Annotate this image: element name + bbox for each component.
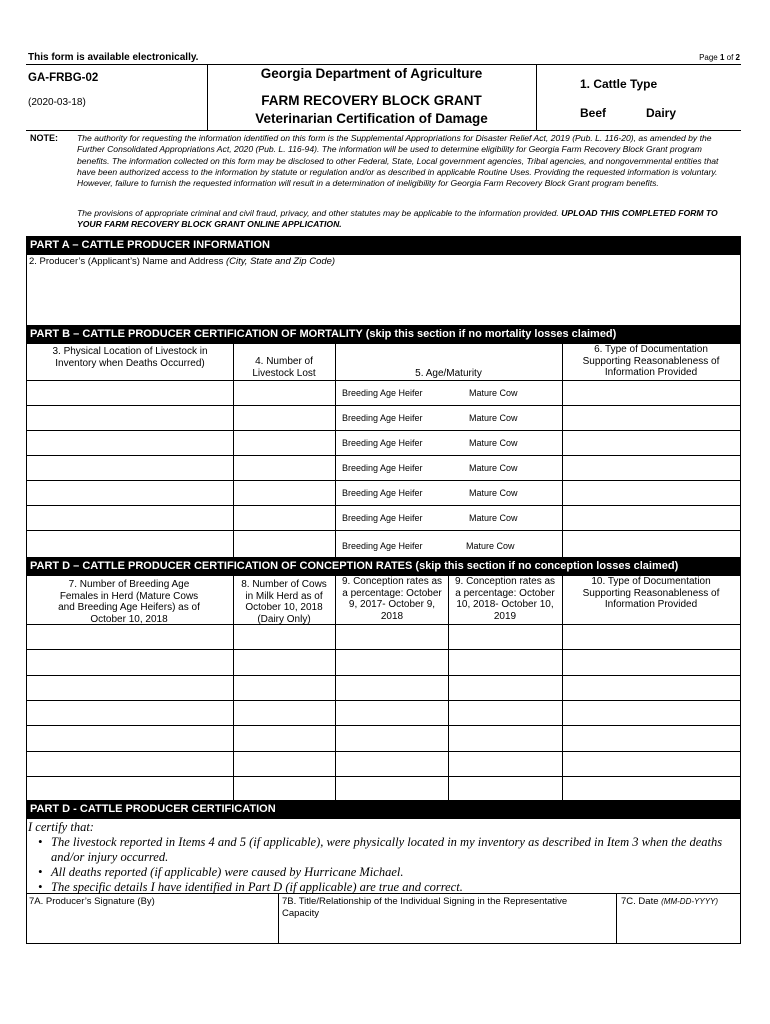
option-mature-cow[interactable]: Mature Cow bbox=[469, 438, 518, 448]
milk-herd-cell[interactable] bbox=[235, 777, 333, 800]
producer-name-label bbox=[29, 256, 335, 267]
form-date: (2020-03-18) bbox=[28, 97, 86, 108]
producer-name-label-text: 2. Producer’s (Applicant’s) Name and Address bbox=[29, 256, 226, 267]
program-name: FARM RECOVERY BLOCK GRANT bbox=[261, 93, 482, 108]
col-header-age-maturity: 5. Age/Maturity bbox=[415, 368, 482, 379]
option-breeding-age-heifer[interactable]: Breeding Age Heifer bbox=[342, 488, 423, 498]
producer-name-address-field[interactable] bbox=[28, 268, 739, 324]
documentation-cell[interactable] bbox=[564, 777, 738, 800]
number-lost-cell[interactable] bbox=[235, 406, 333, 429]
page-indicator bbox=[699, 53, 740, 62]
number-lost-cell[interactable] bbox=[235, 481, 333, 504]
number-lost-cell[interactable] bbox=[235, 456, 333, 479]
header-bottom-rule bbox=[26, 130, 741, 131]
table-row bbox=[26, 455, 741, 480]
table-row bbox=[26, 776, 741, 801]
note-upload-instruction: UPLOAD THIS COMPLETED FORM TO YOUR FARM RECOVERY BLOCK GRANT ONLINE APPLICATION. bbox=[77, 208, 718, 230]
option-breeding-age-heifer[interactable]: Breeding Age Heifer bbox=[342, 463, 423, 473]
form-subtitle: Veterinarian Certification of Damage bbox=[255, 111, 488, 126]
bullet-glyph: • bbox=[38, 865, 43, 879]
documentation-cell[interactable] bbox=[564, 726, 738, 749]
date-field[interactable] bbox=[618, 908, 738, 941]
conception-2017-cell[interactable] bbox=[337, 650, 446, 673]
physical-location-cell[interactable] bbox=[28, 406, 231, 429]
bullet-glyph: • bbox=[38, 835, 43, 849]
documentation-cell[interactable] bbox=[564, 381, 738, 404]
milk-herd-cell[interactable] bbox=[235, 752, 333, 775]
signature-top-rule bbox=[26, 893, 741, 894]
option-mature-cow[interactable]: Mature Cow bbox=[469, 513, 518, 523]
signature-divider bbox=[616, 893, 617, 943]
cert-bullet-2-text: All deaths reported (if applicable) were caused by Hurricane Michael. bbox=[51, 865, 404, 879]
option-mature-cow[interactable]: Mature Cow bbox=[466, 541, 515, 551]
mortality-table bbox=[26, 344, 741, 557]
breeding-females-cell[interactable] bbox=[28, 676, 231, 699]
table-row bbox=[26, 649, 741, 674]
part-b-header: PART B – CATTLE PRODUCER CERTIFICATION OF MORTALITY (skip this section if no mortality losses claimed) bbox=[26, 325, 741, 344]
conception-2017-cell[interactable] bbox=[337, 752, 446, 775]
cattle-type-beef[interactable]: Beef bbox=[580, 106, 607, 120]
bullet-glyph: • bbox=[38, 880, 43, 894]
cert-left-border bbox=[26, 800, 27, 943]
table-row bbox=[26, 505, 741, 530]
note-label: NOTE: bbox=[30, 133, 58, 143]
milk-herd-cell[interactable] bbox=[235, 625, 333, 648]
documentation-cell[interactable] bbox=[564, 701, 738, 724]
table-row bbox=[26, 530, 741, 555]
table-row bbox=[26, 675, 741, 700]
number-lost-cell[interactable] bbox=[235, 506, 333, 529]
signature-bottom-rule bbox=[26, 943, 741, 944]
signature-divider bbox=[278, 893, 279, 943]
col-header-breeding-females: 7. Number of Breeding Age Females in Herd (Mature Cows and Breeding Age Heifers) as of October 10, 2018 bbox=[58, 579, 200, 625]
cert-bullet-3-text: The specific details I have identified in Part D (if applicable) are true and correct. bbox=[51, 880, 463, 894]
conception-2018-cell[interactable] bbox=[450, 676, 560, 699]
table-row bbox=[26, 624, 741, 649]
part-d-conception-header: PART D – CATTLE PRODUCER CERTIFICATION OF CONCEPTION RATES (skip this section if no conception losses claimed) bbox=[26, 557, 741, 576]
certify-intro: I certify that: bbox=[28, 820, 94, 834]
conception-2018-cell[interactable] bbox=[450, 701, 560, 724]
conception-2017-cell[interactable] bbox=[337, 777, 446, 800]
col-header-physical-location: 3. Physical Location of Livestock in Inventory when Deaths Occurred) bbox=[52, 346, 208, 369]
conception-2017-cell[interactable] bbox=[337, 701, 446, 724]
option-mature-cow[interactable]: Mature Cow bbox=[469, 463, 518, 473]
table-row bbox=[26, 380, 741, 405]
breeding-females-cell[interactable] bbox=[28, 752, 231, 775]
page-label: Page bbox=[699, 53, 720, 62]
agency-name: Georgia Department of Agriculture bbox=[260, 66, 483, 81]
date-format-hint: (MM-DD-YYYY) bbox=[661, 897, 719, 906]
page-number: 1 bbox=[719, 53, 725, 62]
breeding-females-cell[interactable] bbox=[28, 701, 231, 724]
col-header-number-lost: 4. Number of Livestock Lost bbox=[252, 356, 316, 379]
form-id: GA-FRBG-02 bbox=[28, 72, 99, 84]
breeding-females-cell[interactable] bbox=[28, 726, 231, 749]
milk-herd-cell[interactable] bbox=[235, 676, 333, 699]
table-row bbox=[26, 751, 741, 776]
conception-2018-cell[interactable] bbox=[450, 777, 560, 800]
table-row bbox=[26, 480, 741, 505]
documentation-cell[interactable] bbox=[564, 625, 738, 648]
conception-2017-cell[interactable] bbox=[337, 625, 446, 648]
representative-title-label: 7B. Title/Relationship of the Individual Signing in the Representative Capacity bbox=[282, 896, 568, 919]
part-a-header: PART A – CATTLE PRODUCER INFORMATION bbox=[26, 236, 741, 255]
col-header-conception-2017: 9. Conception rates as a percentage: October 9, 2017- October 9, 2018 bbox=[341, 576, 443, 622]
documentation-cell[interactable] bbox=[564, 431, 738, 454]
part-a-left-border bbox=[26, 236, 27, 326]
conception-2018-cell[interactable] bbox=[450, 726, 560, 749]
date-label bbox=[621, 896, 718, 907]
documentation-cell[interactable] bbox=[564, 456, 738, 479]
cattle-type-label: 1. Cattle Type bbox=[580, 77, 658, 91]
header-divider-right bbox=[536, 64, 537, 130]
option-breeding-age-heifer[interactable]: Breeding Age Heifer bbox=[342, 513, 423, 523]
col-header-documentation: 6. Type of Documentation Supporting Reasonableness of Information Provided bbox=[582, 344, 720, 378]
note-text: The authority for requesting the information identified on this form is the Supplemental Appropriations for Disaster Relief Act, 2019 (Pub. L. 116-20), as amended by the Further Consolidated Appropriations Act, 2020 (Pub. L. 116-94). The information will be used to determine eligibility for Georgia Farm Recovery Block Grant program benefits. The information collected on this form may be disclosed to other Federal, State, Local government agencies, Tribal agencies, and nongovernmental entities that have been authorized access to the information by statute or regulation and/or as described in applicable Routine Uses. Providing the requested information is voluntary. However, failure to furnish the requested information will result in a determination of ineligibility for Georgia Farm Recovery Block Grant program benefits. bbox=[77, 133, 719, 189]
documentation-cell[interactable] bbox=[564, 676, 738, 699]
option-breeding-age-heifer[interactable]: Breeding Age Heifer bbox=[342, 541, 423, 551]
cattle-type-dairy[interactable]: Dairy bbox=[646, 106, 677, 120]
page-total: 2 bbox=[735, 53, 740, 62]
col-header-milk-herd: 8. Number of Cows in Milk Herd as of October 10, 2018 (Dairy Only) bbox=[241, 579, 327, 625]
physical-location-cell[interactable] bbox=[28, 506, 231, 529]
part-d-certification-header: PART D - CATTLE PRODUCER CERTIFICATION bbox=[26, 800, 741, 819]
conception-2018-cell[interactable] bbox=[450, 752, 560, 775]
number-lost-cell[interactable] bbox=[235, 381, 333, 404]
availability-note: This form is available electronically. bbox=[28, 52, 199, 63]
table-row bbox=[26, 700, 741, 725]
col-header-conception-2018: 9. Conception rates as a percentage: October 10, 2018- October 10, 2019 bbox=[454, 576, 556, 622]
option-mature-cow[interactable]: Mature Cow bbox=[469, 488, 518, 498]
breeding-females-cell[interactable] bbox=[28, 650, 231, 673]
physical-location-cell[interactable] bbox=[28, 531, 231, 554]
cert-bullet-2 bbox=[38, 865, 738, 880]
breeding-females-cell[interactable] bbox=[28, 777, 231, 800]
conception-2018-cell[interactable] bbox=[450, 650, 560, 673]
documentation-cell[interactable] bbox=[564, 506, 738, 529]
documentation-cell[interactable] bbox=[564, 406, 738, 429]
table-row bbox=[26, 725, 741, 750]
option-breeding-age-heifer[interactable]: Breeding Age Heifer bbox=[342, 438, 423, 448]
date-label-text: 7C. Date bbox=[621, 896, 662, 907]
milk-herd-cell[interactable] bbox=[235, 726, 333, 749]
col-header-documentation: 10. Type of Documentation Supporting Reasonableness of Information Provided bbox=[582, 576, 720, 610]
cert-bullet-1-text: The livestock reported in Items 4 and 5 (if applicable), were physically located in my inventory as described in Item 3 when the deaths and/or injury occurred. bbox=[51, 835, 723, 864]
documentation-cell[interactable] bbox=[564, 650, 738, 673]
table-row bbox=[26, 430, 741, 455]
physical-location-cell[interactable] bbox=[28, 481, 231, 504]
option-mature-cow[interactable]: Mature Cow bbox=[469, 413, 518, 423]
header-top-rule bbox=[26, 64, 741, 65]
producer-name-hint: (City, State and Zip Code) bbox=[225, 256, 336, 267]
conception-2017-cell[interactable] bbox=[337, 726, 446, 749]
documentation-cell[interactable] bbox=[564, 481, 738, 504]
number-lost-cell[interactable] bbox=[235, 431, 333, 454]
conception-table bbox=[26, 576, 741, 801]
note-provisions bbox=[77, 208, 735, 231]
number-lost-cell[interactable] bbox=[235, 531, 333, 554]
cert-statements bbox=[38, 835, 738, 895]
representative-title-field[interactable] bbox=[280, 920, 614, 941]
cert-bullet-1 bbox=[38, 835, 738, 865]
documentation-cell[interactable] bbox=[564, 531, 738, 554]
option-breeding-age-heifer[interactable]: Breeding Age Heifer bbox=[342, 413, 423, 423]
physical-location-cell[interactable] bbox=[28, 381, 231, 404]
conception-2018-cell[interactable] bbox=[450, 625, 560, 648]
physical-location-cell[interactable] bbox=[28, 456, 231, 479]
milk-herd-cell[interactable] bbox=[235, 701, 333, 724]
documentation-cell[interactable] bbox=[564, 752, 738, 775]
note-provisions-text: The provisions of appropriate criminal and civil fraud, privacy, and other statutes may be applicable to the information provided. bbox=[77, 208, 562, 218]
part-a-right-border bbox=[740, 236, 741, 326]
milk-herd-cell[interactable] bbox=[235, 650, 333, 673]
cert-right-border bbox=[740, 800, 741, 943]
option-breeding-age-heifer[interactable]: Breeding Age Heifer bbox=[342, 388, 423, 398]
producer-signature-field[interactable] bbox=[28, 908, 276, 941]
table-row bbox=[26, 405, 741, 430]
physical-location-cell[interactable] bbox=[28, 431, 231, 454]
producer-signature-label: 7A. Producer’s Signature (By) bbox=[29, 896, 155, 907]
option-mature-cow[interactable]: Mature Cow bbox=[469, 388, 518, 398]
page-of: of bbox=[724, 53, 736, 62]
conception-2017-cell[interactable] bbox=[337, 676, 446, 699]
breeding-females-cell[interactable] bbox=[28, 625, 231, 648]
